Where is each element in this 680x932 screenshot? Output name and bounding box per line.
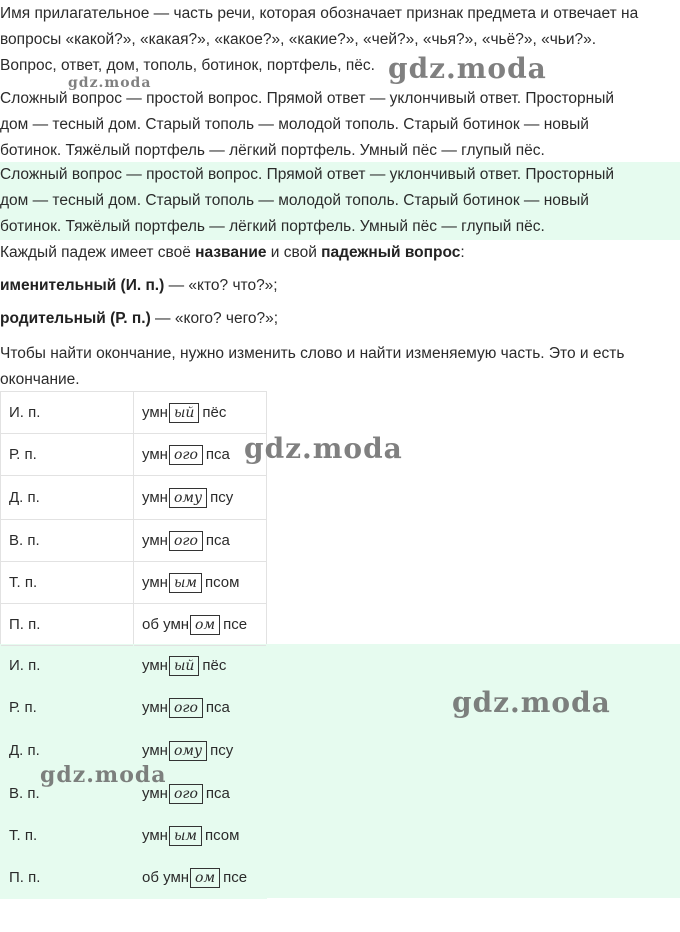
case-cell: В. п. (1, 520, 134, 562)
answer-line-1: Сложный вопрос — простой вопрос. Прямой ответ — уклончивый ответ. Просторный (0, 90, 614, 107)
word-noun: пса (205, 445, 230, 463)
ending-box: ый (169, 656, 199, 676)
ending-box: ому (169, 741, 207, 761)
word-stem: умн (142, 656, 168, 674)
case-cell: Д. п. (1, 729, 134, 773)
case-cell: Т. п. (1, 562, 134, 604)
word-stem: умн (163, 868, 190, 886)
word-noun: псе (223, 868, 248, 886)
word-cell (134, 857, 267, 899)
case-question-nominative (0, 273, 278, 299)
case-cell: И. п. (1, 645, 134, 687)
case-cell: И. п. (1, 392, 134, 434)
ending-box: ым (169, 826, 202, 846)
word-noun: псу (210, 488, 234, 506)
ending-box: ого (169, 698, 203, 718)
word-noun: пса (205, 698, 230, 716)
word-stem: умн (142, 403, 168, 421)
word-cell (134, 520, 267, 562)
watermark: gdz.moda (40, 762, 167, 788)
case-name: именительный (И. п.) (0, 277, 165, 294)
word-cell (134, 815, 267, 857)
ending-box: ого (169, 531, 203, 551)
intro-line-3: Вопрос, ответ, дом, тополь, ботинок, портфель, пёс. (0, 57, 375, 74)
watermark: gdz.moda (68, 75, 152, 91)
word-prefix: об (142, 868, 164, 886)
rule-mid: и свой (266, 244, 322, 261)
table-row (1, 434, 267, 476)
word-noun: пёс (202, 656, 227, 674)
ending-rule-line-2: окончание. (0, 371, 80, 388)
table-row (1, 687, 267, 729)
word-stem: умн (142, 531, 168, 549)
word-noun: пса (205, 531, 230, 549)
word-stem: умн (142, 698, 168, 716)
answer-line-3: ботинок. Тяжёлый портфель — лёгкий портфель. Умный пёс — глупый пёс. (0, 142, 545, 159)
ending-box: ый (169, 403, 199, 423)
word-stem: умн (142, 445, 168, 463)
table-row (1, 815, 267, 857)
word-noun: псе (223, 615, 248, 633)
rule-paragraph (0, 240, 465, 266)
word-stem: умн (142, 488, 168, 506)
ending-box: ого (169, 445, 203, 465)
word-stem: умн (142, 573, 168, 591)
table-row (1, 520, 267, 562)
word-stem: умн (142, 784, 168, 802)
answer-highlight-line-2: дом — тесный дом. Старый тополь — молодой тополь. Старый ботинок — новый (0, 192, 589, 209)
table-row (1, 645, 267, 687)
ending-box: ому (169, 488, 207, 508)
rule-pre: Каждый падеж имеет своё (0, 244, 196, 261)
declension-table (0, 391, 267, 646)
word-stem: умн (163, 615, 190, 633)
rule-post: : (460, 244, 465, 261)
case-name: родительный (Р. п.) (0, 310, 151, 327)
case-question: — «кого? чего?»; (150, 310, 279, 327)
table-row (1, 857, 267, 899)
rule-bold-name: название (195, 244, 267, 261)
word-cell (134, 687, 267, 729)
word-cell (134, 645, 267, 687)
word-noun: псом (204, 826, 240, 844)
word-cell (134, 562, 267, 604)
watermark: gdz.moda (388, 52, 547, 85)
case-question: — «кто? что?»; (164, 277, 278, 294)
intro-line-1: Имя прилагательное — часть речи, которая обозначает признак предмета и отвечает на (0, 5, 639, 22)
table-row (1, 604, 267, 646)
table-row (1, 562, 267, 604)
word-prefix: об (142, 615, 164, 633)
word-noun: пса (205, 784, 230, 802)
table-row (1, 392, 267, 434)
case-cell: П. п. (1, 604, 134, 646)
watermark: gdz.moda (452, 686, 611, 719)
table-row (1, 476, 267, 520)
intro-line-2: вопросы «какой?», «какая?», «какое?», «какие?», «чей?», «чья?», «чьё?», «чьи?». (0, 31, 597, 48)
word-stem: умн (142, 826, 168, 844)
word-cell (134, 476, 267, 520)
answer-highlight-line-1: Сложный вопрос — простой вопрос. Прямой ответ — уклончивый ответ. Просторный (0, 166, 614, 183)
case-cell: В. п. (1, 773, 134, 815)
ending-box: ым (169, 573, 202, 593)
ending-box: ом (190, 615, 220, 635)
word-cell (134, 392, 267, 434)
case-cell: Р. п. (1, 687, 134, 729)
answer-highlight-line-3: ботинок. Тяжёлый портфель — лёгкий портфель. Умный пёс — глупый пёс. (0, 218, 545, 235)
ending-box: ого (169, 784, 203, 804)
word-cell (134, 604, 267, 646)
case-question-genitive (0, 306, 278, 332)
word-noun: псу (210, 741, 234, 759)
case-cell: Р. п. (1, 434, 134, 476)
watermark: gdz.moda (244, 432, 403, 465)
case-cell: П. п. (1, 857, 134, 899)
case-cell: Д. п. (1, 476, 134, 520)
case-cell: Т. п. (1, 815, 134, 857)
word-noun: пёс (202, 403, 227, 421)
rule-bold-question: падежный вопрос (321, 244, 461, 261)
answer-line-2: дом — тесный дом. Старый тополь — молодой тополь. Старый ботинок — новый (0, 116, 589, 133)
word-noun: псом (204, 573, 240, 591)
ending-rule-line-1: Чтобы найти окончание, нужно изменить слово и найти изменяемую часть. Это и есть (0, 345, 625, 362)
word-stem: умн (142, 741, 168, 759)
ending-box: ом (190, 868, 220, 888)
